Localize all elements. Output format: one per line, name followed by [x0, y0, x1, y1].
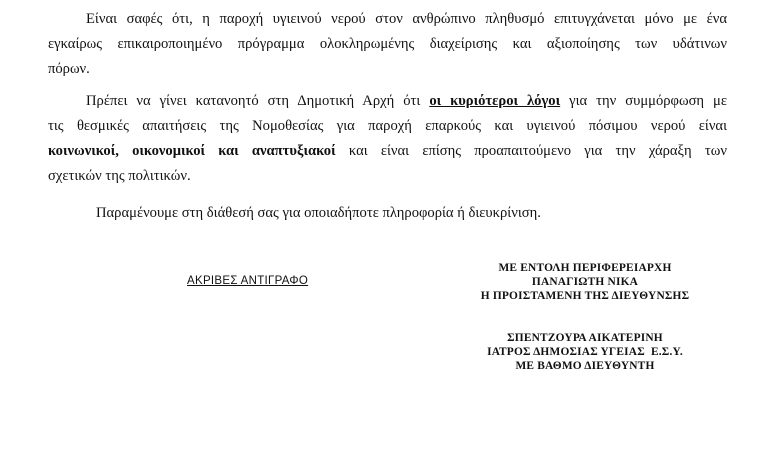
reasons-list-emphasis: κοινωνικοί, οικονομικοί και αναπτυξιακοί	[48, 143, 336, 159]
paragraph-water-supply	[48, 7, 727, 82]
paragraph2-line4: σχετικών της πολιτικών.	[48, 168, 191, 184]
signatory-block	[455, 332, 715, 373]
paragraph2-line3-after: και είναι επίσης προαπαιτούμενο για την χάραξη των	[335, 143, 727, 159]
paragraph2-line1-after: για την συμμόρφωση με	[560, 93, 728, 109]
signature-authority-block	[455, 262, 715, 303]
paragraph1-line2: εγκαίρως επικαιροποιημένο πρόγραμμα ολοκληρωμένης διαχείρισης και αξιοποίησης των υδάτινων	[48, 36, 727, 52]
paragraph2-line2: τις θεσμικές απαιτήσεις της Νομοθεσίας για παροχή επαρκούς και υγιεινού πόσιμου νερού είναι	[48, 118, 727, 134]
paragraph2-line1	[48, 89, 727, 114]
signatory-rank: ΜΕ ΒΑΘΜΟ ΔΙΕΥΘΥΝΤΗ	[515, 359, 655, 372]
exact-copy-label: ΑΚΡΙΒΕΣ ΑΝΤΙΓΡΑΦΟ	[187, 275, 309, 287]
paragraph1-line3: πόρων.	[48, 61, 90, 77]
paragraph-main-reasons	[48, 89, 727, 189]
main-reasons-emphasis: οι κυριότεροι λόγοι	[429, 93, 561, 109]
paragraph2-line1-before: Πρέπει να γίνει κατανοητό στη Δημοτική Αρχή ότι	[86, 93, 430, 109]
paragraph1-line1: Είναι σαφές ότι, η παροχή υγιεινού νερού στον ανθρώπινο πληθυσμό επιτυγχάνεται μόνο με ένα	[86, 11, 727, 27]
paragraph2-line3	[48, 139, 727, 164]
signatory-title: ΙΑΤΡΟΣ ΔΗΜΟΣΙΑΣ ΥΓΕΙΑΣ Ε.Σ.Υ.	[487, 345, 683, 358]
paragraph-closing	[96, 201, 716, 226]
authority-line1: ΜΕ ΕΝΤΟΛΗ ΠΕΡΙΦΕΡΕΙΑΡΧΗ	[498, 262, 672, 274]
signatory-name: ΣΠΕΝΤΖΟΥΡΑ ΑΙΚΑΤΕΡΙΝΗ	[507, 332, 663, 344]
authority-line2: ΠΑΝΑΓΙΩΤΗ ΝΙΚΑ	[531, 275, 639, 288]
closing-sentence: Παραμένουμε στη διάθεσή σας για οποιαδήποτε πληροφορία ή διευκρίνιση.	[96, 205, 541, 221]
authority-line3: Η ΠΡΟΙΣΤΑΜΕΝΗ ΤΗΣ ΔΙΕΥΘΥΝΣΗΣ	[480, 289, 690, 302]
